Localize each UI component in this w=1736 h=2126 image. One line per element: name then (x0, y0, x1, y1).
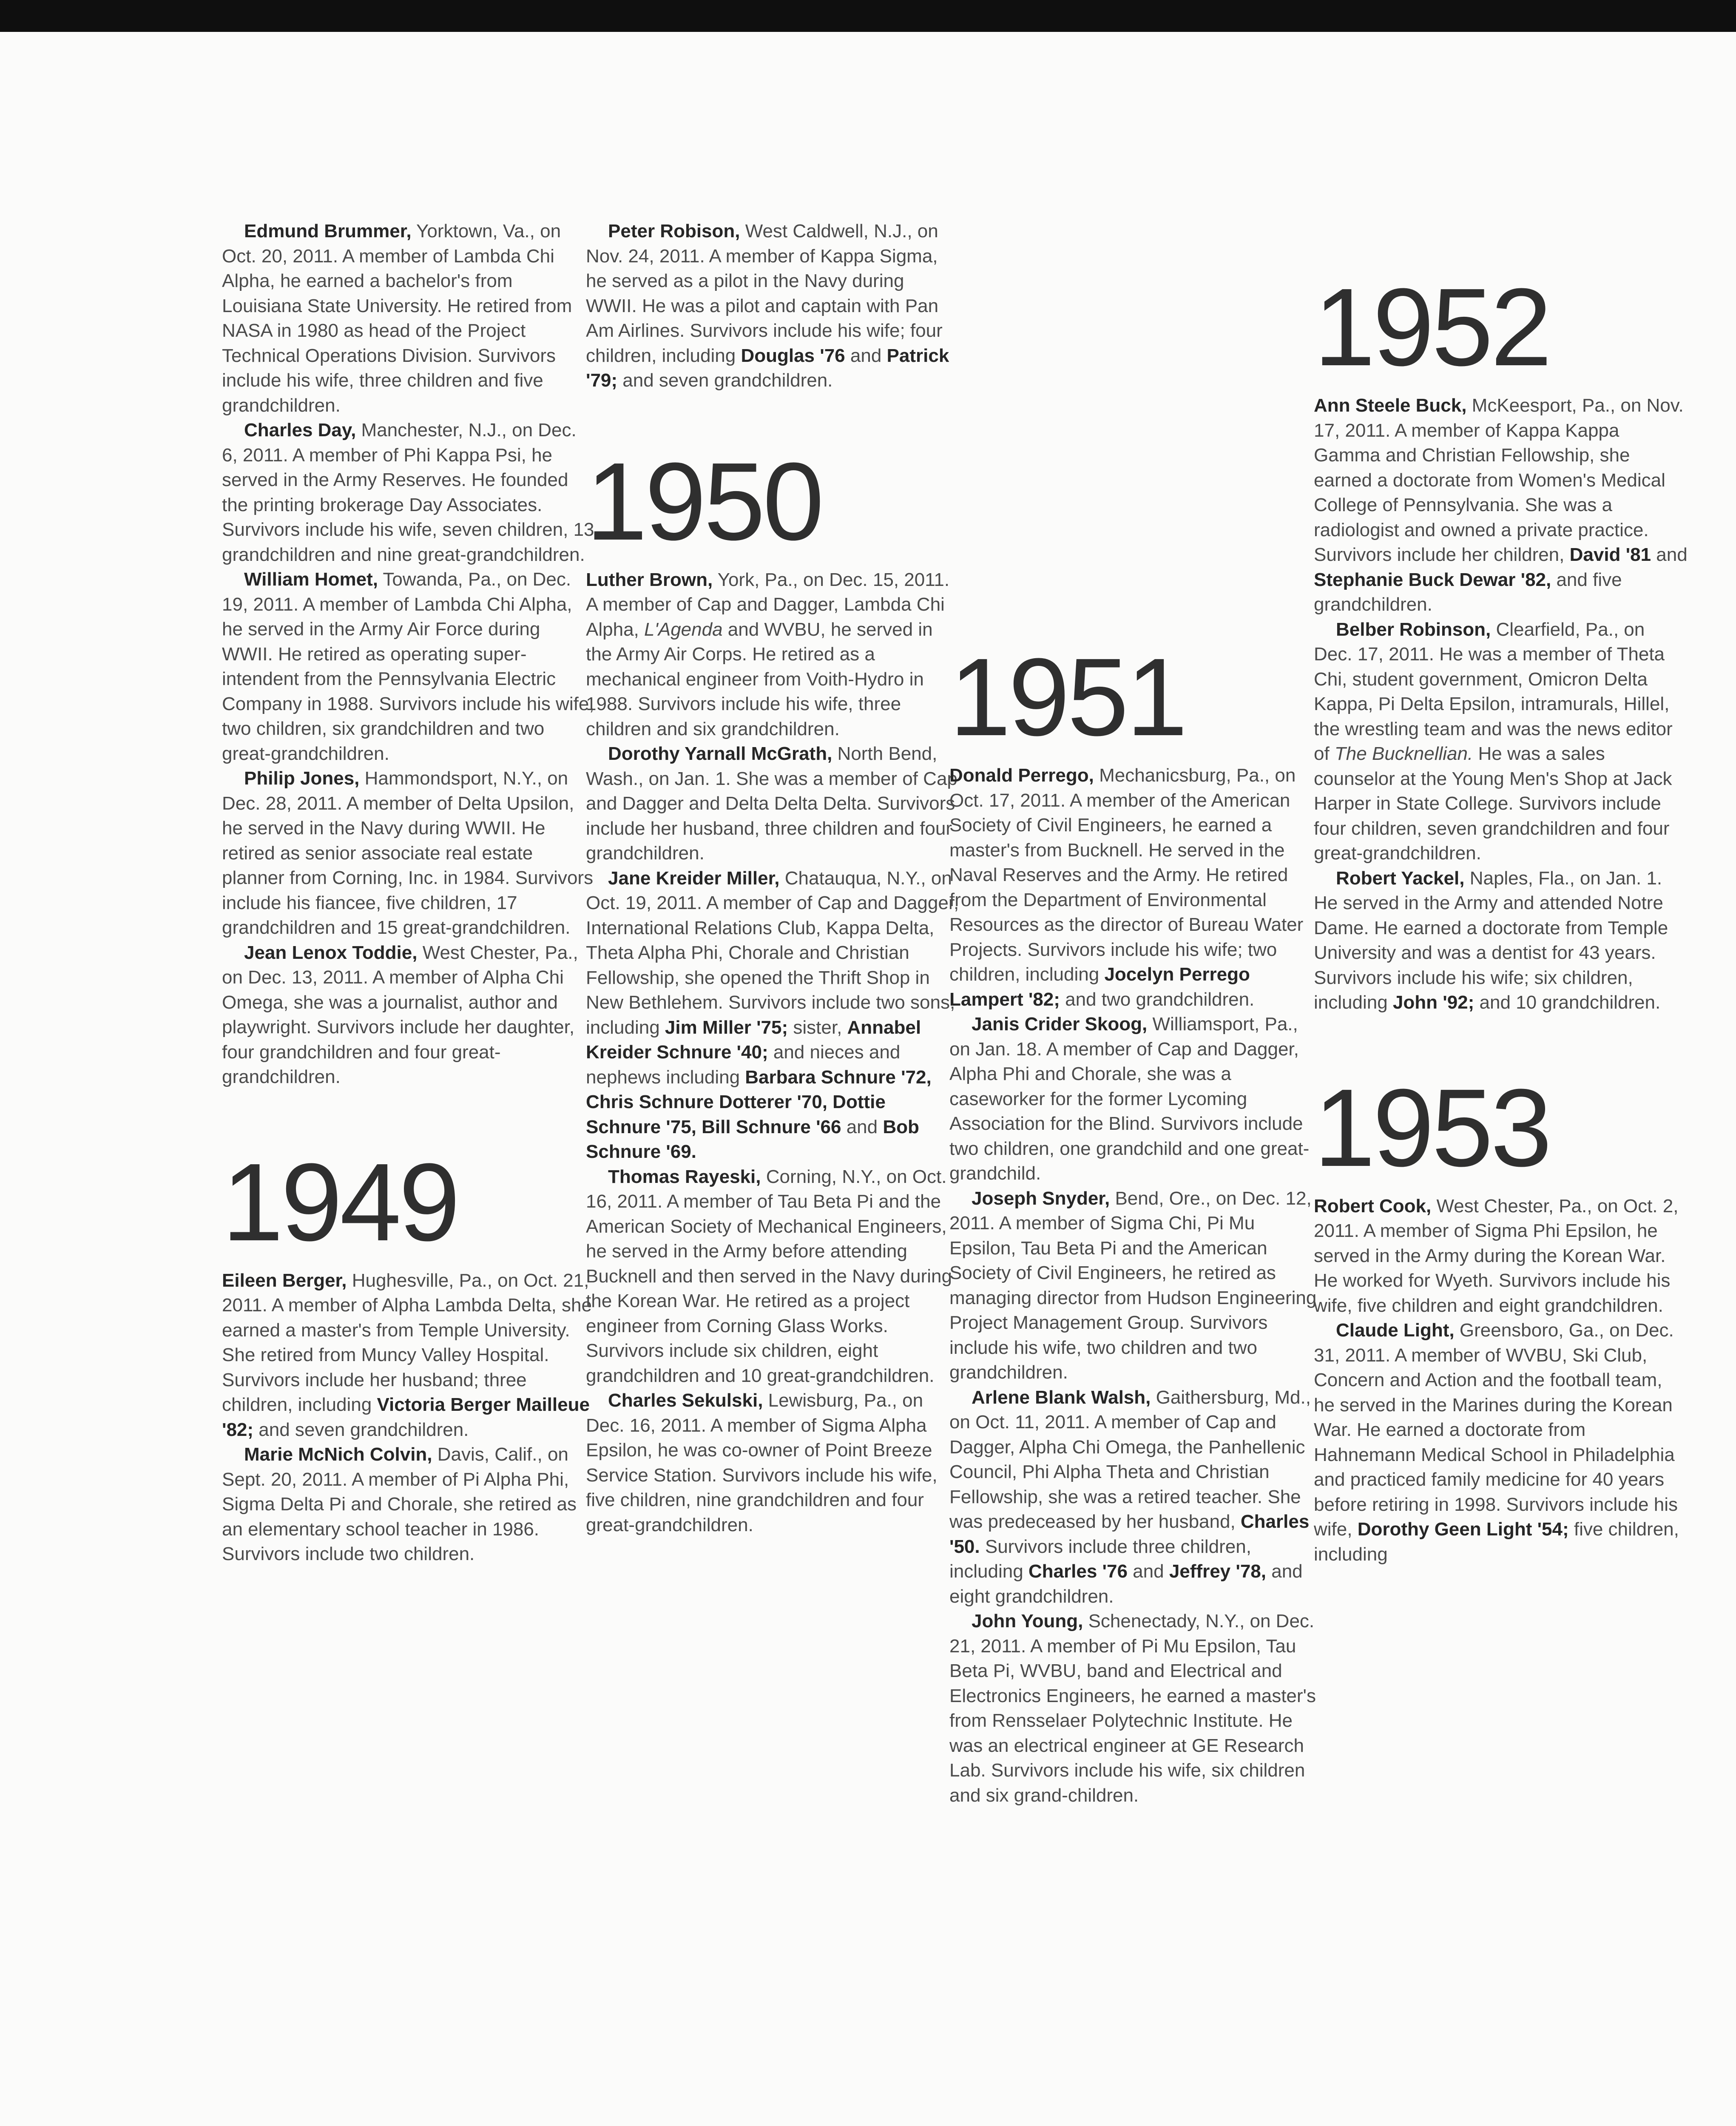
obituary-name: Jane Kreider Miller, (608, 867, 780, 889)
column-2 (586, 219, 960, 1538)
obituary-jane-kreider-miller: Jane Kreider Miller, Chatauqua, N.Y., on Oct. 19, 2011. A member of Cap and Dagger, International Relations Club, Kappa Delta, Theta Alpha Phi, Chorale and Christian Fellowship, she opened the Thrift Shop in New Bethlehem. Survivors include two sons, including Jim Miller '75; sister, Annabel Kreider Schnure '40; and nieces and nephews including Barbara Schnure '72, Chris Schnure Dotterer '70, Dottie Schnure '75, Bill Schnure '66 and Bob Schnure '69. (586, 867, 959, 1162)
obituary-name: Peter Robison, (608, 221, 740, 242)
class-year-heading: 1951 (949, 636, 1185, 759)
obituary-marie-mcnich-colvin: Marie McNich Colvin, Davis, Calif., on Sept. 20, 2011. A member of Pi Alpha Phi, Sigma Delta Pi and Chorale, she retired as an elementary school teacher in 1986. Survivors include two children. (222, 1444, 577, 1564)
obituary-name: Marie McNich Colvin, (244, 1444, 432, 1465)
obituary-name: Charles Sekulski, (608, 1390, 763, 1411)
obituary-name: John Young, (972, 1611, 1083, 1631)
class-year-heading: 1949 (222, 1140, 458, 1264)
obituary-name: Robert Yackel, (1336, 867, 1465, 889)
obituary-charles-sekulski: Charles Sekulski, Lewisburg, Pa., on Dec. 16, 2011. A member of Sigma Alpha Epsilon, he was co-owner of Point Breeze Service Station. Survivors include his wife, five children, nine grandchildren and four great-grandchildren. (586, 1390, 938, 1535)
obituary-peter-robison: Peter Robison, West Caldwell, N.J., on Nov. 24, 2011. A member of Kappa Sigma, he served as a pilot in the Navy during WWII. He was a pilot and captain with Pan Am Airlines. Survivors include his wife; four children, including Douglas '76 and Patrick '79; and seven grandchildren. (586, 221, 949, 391)
obituary-jean-lenox-toddie: Jean Lenox Toddie, West Chester, Pa., on Dec. 13, 2011. A member of Alpha Chi Omega, she was a journalist, author and playwright. Survivors include her daughter, four grandchildren and four great-grandchildren. (222, 942, 578, 1087)
obituary-name: Philip Jones, (244, 768, 360, 789)
obituary-name: Janis Crider Skoog, (972, 1014, 1148, 1035)
obituary-name: Eileen Berger, (222, 1270, 347, 1291)
obituary-joseph-snyder: Joseph Snyder, Bend, Ore., on Dec. 12, 2011. A member of Sigma Chi, Pi Mu Epsilon, Tau Beta Pi and the American Society of Civil Engineers, he retired as managing director from Hudson Engineering Project Management Group. Survivors include his wife, two children and two grandchildren. (949, 1188, 1317, 1383)
class-year-heading: 1953 (1314, 1066, 1550, 1190)
obituary-charles-day: Charles Day, Manchester, N.J., on Dec. 6, 2011. A member of Phi Kappa Psi, he served in the Army Reserves. He founded the printing brokerage Day Associates. Survivors include his wife, seven children, 13 grandchildren and nine great-grandchildren. (222, 420, 594, 565)
class-year-heading: 1952 (1314, 266, 1550, 389)
obituary-edmund-brummer: Edmund Brummer, Yorktown, Va., on Oct. 20, 2011. A member of Lambda Chi Alpha, he earned a bachelor's from Louisiana State University. He retired from NASA in 1980 as head of the Project Technical Operations Division. Survivors include his wife, three children and five grandchildren. (222, 221, 572, 416)
obituary-ann-steele-buck: Ann Steele Buck, McKeesport, Pa., on Nov. 17, 2011. A member of Kappa Kappa Gamma and Christian Fellowship, she earned a doctorate from Women's Medical College of Pennsylvania. She was a radiologist and owned a private practice. Survivors include her children, David '81 and Stephanie Buck Dewar '82, and five grandchildren. (1314, 395, 1688, 615)
obituary-arlene-blank-walsh: Arlene Blank Walsh, Gaithersburg, Md., on Oct. 11, 2011. A member of Cap and Dagger, Alpha Chi Omega, the Panhellenic Council, Phi Alpha Theta and Christian Fellowship, she was a retired teacher. She was predeceased by her husband, Charles '50. Survivors include three children, including Charles '76 and Jeffrey '78, and eight grandchildren. (949, 1387, 1311, 1607)
obituary-name: Jean Lenox Toddie, (244, 942, 418, 963)
obituary-name: Luther Brown, (586, 569, 713, 590)
obituary-name: Edmund Brummer, (244, 221, 412, 242)
obituary-name: Belber Robinson, (1336, 619, 1491, 640)
obituary-name: Arlene Blank Walsh, (972, 1387, 1151, 1408)
obituary-eileen-berger: Eileen Berger, Hughesville, Pa., on Oct. 21, 2011. A member of Alpha Lambda Delta, she earned a master's from Temple University. She retired from Muncy Valley Hospital. Survivors include her husband; three children, including Victoria Berger Mailleue '82; and seven grandchildren. (222, 1270, 592, 1440)
obituary-thomas-rayeski: Thomas Rayeski, Corning, N.Y., on Oct. 16, 2011. A member of Tau Beta Pi and the American Society of Mechanical Engineers, he served in the Army before attending Bucknell and then served in the Navy during the Korean War. He retired as a project engineer from Corning Glass Works. Survivors include six children, eight grandchildren and 10 great-grandchildren. (586, 1166, 952, 1386)
obituary-name: Charles Day, (244, 420, 356, 441)
column-1 (222, 219, 596, 1567)
obituary-name: Joseph Snyder, (972, 1188, 1110, 1209)
obituary-donald-perrego: Donald Perrego, Mechanicsburg, Pa., on Oct. 17, 2011. A member of the American Society of Civil Engineers, he earned a master's from Bucknell. He served in the Naval Reserves and the Army. He retired from the Department of Environmental Resources as the director of Bureau Water Projects. Survivors include his wife; two children, including Jocelyn Perrego Lampert '82; and two grandchildren. (949, 765, 1304, 1010)
obituary-name: Claude Light, (1336, 1320, 1455, 1341)
obituary-name: Dorothy Yarnall McGrath, (608, 743, 832, 764)
column-4 (1314, 219, 1688, 1567)
obituary-robert-cook: Robert Cook, West Chester, Pa., on Oct. 2, 2011. A member of Sigma Phi Epsilon, he served in the Army during the Korean War. He worked for Wyeth. Survivors include his wife, five children and eight grandchildren. (1314, 1195, 1679, 1316)
obituary-philip-jones: Philip Jones, Hammondsport, N.Y., on Dec. 28, 2011. A member of Delta Upsilon, he served in the Navy during WWII. He retired as senior associate real estate planner from Corning, Inc. in 1984. Survivors include his fiancee, five children, 17 grandchildren and 15 great-grandchildren. (222, 768, 594, 938)
obituary-robert-yackel: Robert Yackel, Naples, Fla., on Jan. 1. He served in the Army and attended Notre Dame. He earned a doctorate from Temple University and was a dentist for 43 years. Survivors include his wife; six children, including John '92; and 10 grandchildren. (1314, 867, 1668, 1013)
obituary-name: Ann Steele Buck, (1314, 395, 1467, 416)
obituary-janis-crider-skoog: Janis Crider Skoog, Williamsport, Pa., on Jan. 18. A member of Cap and Dagger, Alpha Phi and Chorale, she was a caseworker for the former Lycoming Association for the Blind. Survivors include two children, one grandchild and one great-grandchild. (949, 1014, 1310, 1184)
column-3 (949, 219, 1324, 1808)
obituary-name: Donald Perrego, (949, 765, 1094, 786)
class-year-heading: 1950 (586, 440, 822, 563)
magazine-page (0, 32, 1736, 2126)
obituary-name: Thomas Rayeski, (608, 1166, 761, 1187)
obituary-name: William Homet, (244, 569, 378, 590)
obituary-name: Robert Cook, (1314, 1195, 1432, 1216)
obituary-luther-brown: Luther Brown, York, Pa., on Dec. 15, 2011. A member of Cap and Dagger, Lambda Chi Alpha, L'Agenda and WVBU, he served in the Army Air Corps. He retired as a mechanical engineer from Voith-Hydro in 1988. Survivors include his wife, three children and six grandchildren. (586, 569, 950, 739)
obituary-john-young: John Young, Schenectady, N.Y., on Dec. 21, 2011. A member of Pi Mu Epsilon, Tau Beta Pi, WVBU, band and Electrical and Electronics Engineers, he earned a master's from Rensselaer Polytechnic Institute. He was an electrical engineer at GE Research Lab. Survivors include his wife, six children and six grand-children. (949, 1611, 1316, 1806)
obituary-william-homet: William Homet, Towanda, Pa., on Dec. 19, 2011. A member of Lambda Chi Alpha, he served in the Army Air Force during WWII. He retired as operating super-intendent from the Pennsylvania Electric Company in 1988. Survivors include his wife, two children, six grandchildren and two great-grandchildren. (222, 569, 594, 764)
obituary-belber-robinson: Belber Robinson, Clearfield, Pa., on Dec. 17, 2011. He was a member of Theta Chi, student government, Omicron Delta Kappa, Pi Delta Epsilon, intramurals, Hillel, the wrestling team and was the news editor of The Bucknellian. He was a sales counselor at the Young Men's Shop at Jack Harper in State College. Survivors include four children, seven grandchildren and four great-grandchildren. (1314, 619, 1673, 864)
obituary-claude-light: Claude Light, Greensboro, Ga., on Dec. 31, 2011. A member of WVBU, Ski Club, Concern and Action and the football team, he served in the Marines during the Korean War. He earned a doctorate from Hahnemann Medical School in Philadelphia and practiced family medicine for 40 years before retiring in 1998. Survivors include his wife, Dorothy Geen Light '54; five children, including (1314, 1320, 1679, 1565)
obituary-dorothy-yarnall-mcgrath: Dorothy Yarnall McGrath, North Bend, Wash., on Jan. 1. She was a member of Cap and Dagger and Delta Delta Delta. Survivors include her husband, three children and four grandchildren. (586, 743, 957, 864)
